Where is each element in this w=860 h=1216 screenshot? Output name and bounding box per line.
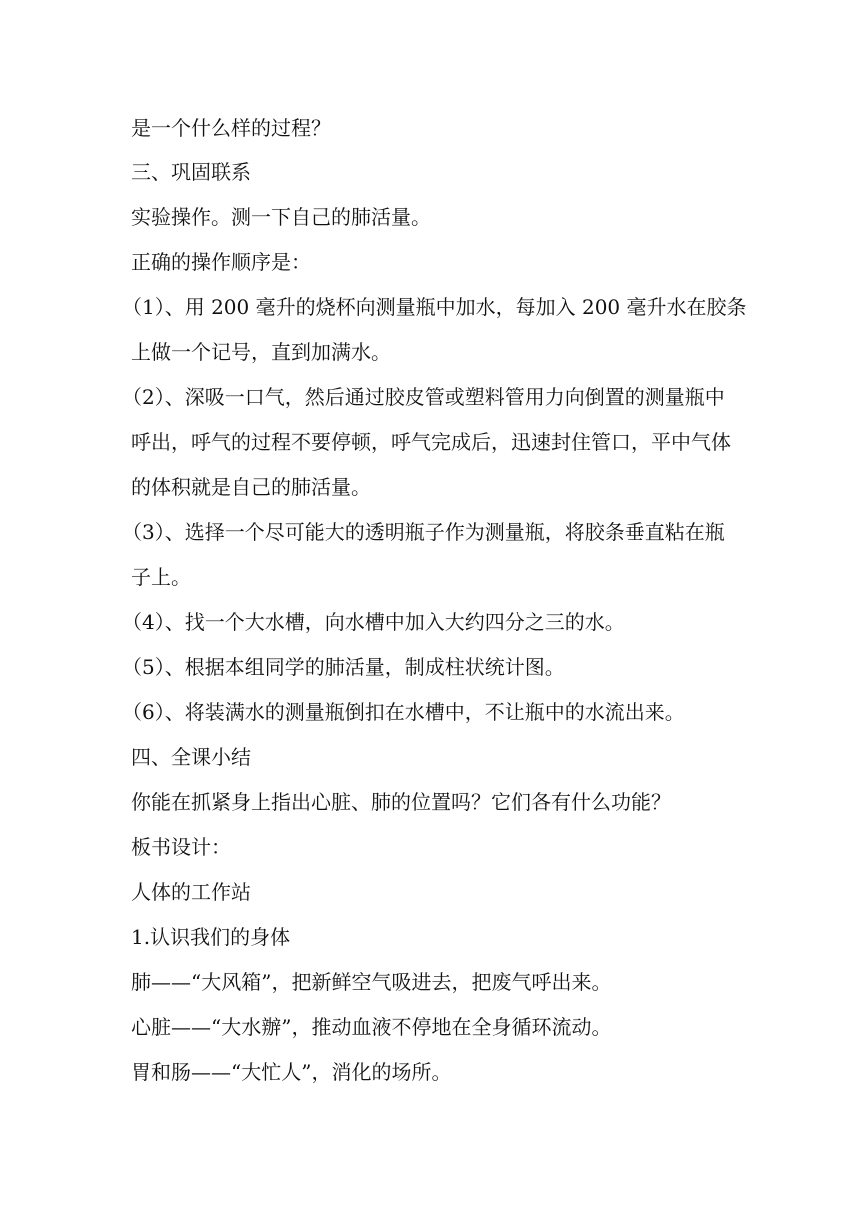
text-line: 1.认识我们的身体 bbox=[131, 925, 291, 949]
text-line: 板书设计： bbox=[131, 835, 231, 859]
step-6-line: （6）、将装满水的测量瓶倒扣在水槽中，不让瓶中的水流出来。 bbox=[122, 700, 685, 724]
section-heading: 三、巩固联系 bbox=[131, 160, 251, 184]
step-3-line: （3）、选择一个尽可能大的透明瓶子作为测量瓶，将胶条垂直粘在瓶 bbox=[122, 520, 725, 544]
text-line: 实验操作。测一下自己的肺活量。 bbox=[131, 205, 431, 229]
text-line: 胃和肠——“大忙人”，消化的场所。 bbox=[131, 1060, 452, 1084]
text-line: 是一个什么样的过程？ bbox=[131, 116, 331, 140]
text-line: 的体积就是自己的肺活量。 bbox=[131, 475, 371, 499]
text-line: 上做一个记号，直到加满水。 bbox=[131, 340, 391, 364]
step-5-line: （5）、根据本组同学的肺活量，制成柱状统计图。 bbox=[122, 655, 565, 679]
step-2-line: （2）、深吸一口气，然后通过胶皮管或塑料管用力向倒置的测量瓶中 bbox=[122, 385, 725, 409]
step-4-line: （4）、找一个大水槽，向水槽中加入大约四分之三的水。 bbox=[122, 610, 625, 634]
text-line: 心脏——“大水辦”，推动血液不停地在全身循环流动。 bbox=[131, 1015, 612, 1039]
text-line: 人体的工作站 bbox=[131, 880, 251, 904]
section-heading: 四、全课小结 bbox=[131, 745, 251, 769]
text-line: 呼出，呼气的过程不要停顿，呼气完成后，迅速封住管口，平中气体 bbox=[131, 430, 731, 454]
text-line: 子上。 bbox=[131, 565, 191, 589]
text-line: 肺——“大风箱”，把新鲜空气吸进去，把废气呼出来。 bbox=[131, 970, 612, 994]
text-line: 你能在抓紧身上指出心脏、肺的位置吗？它们各有什么功能？ bbox=[131, 790, 671, 814]
text-line: 正确的操作顺序是： bbox=[131, 250, 311, 274]
step-1-line: （1）、用 200 毫升的烧杯向测量瓶中加水，每加入 200 毫升水在胶条 bbox=[122, 295, 747, 319]
